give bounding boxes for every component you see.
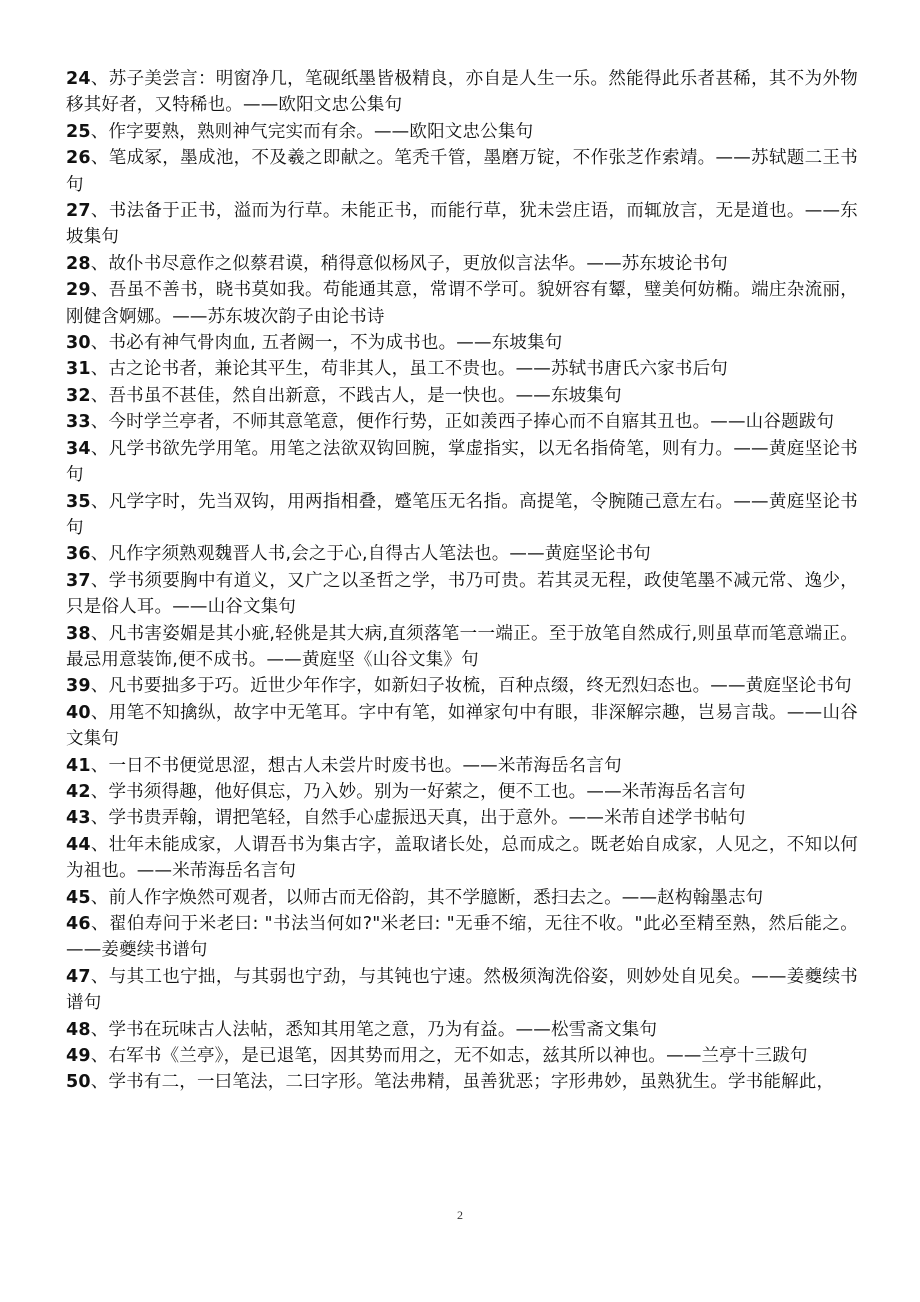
quote-number: 25: [66, 121, 91, 142]
quote-number: 37: [66, 570, 91, 591]
quote-entry: [66, 621, 858, 674]
quote-text: 、故仆书尽意作之似蔡君谟，稍得意似杨风子，更放似言法华。——苏东坡论书句: [90, 253, 728, 274]
quote-text: 、用笔不知擒纵，故字中无笔耳。字中有笔，如禅家句中有眼，非深解宗趣，岂易言哉。——山谷文集句: [66, 702, 858, 750]
quote-list: [66, 66, 858, 1096]
quote-number: 35: [66, 491, 91, 512]
quote-text: 、一日不书便觉思涩，想古人未尝片时废书也。——米芾海岳名言句: [90, 755, 622, 776]
quote-number: 30: [66, 333, 91, 354]
quote-entry: [66, 753, 858, 779]
quote-entry: [66, 66, 858, 119]
quote-number: 42: [66, 781, 91, 802]
quote-text: 、学书须要胸中有道义，又广之以圣哲之学，书乃可贵。若其灵无程，政使笔墨不减元常、逸少，只是俗人耳。——山谷文集句: [66, 570, 858, 618]
quote-number: 33: [66, 412, 91, 433]
quote-text: 、学书在玩味古人法帖，悉知其用笔之意，乃为有益。——松雪斋文集句: [90, 1019, 658, 1040]
quote-text: 、笔成冢，墨成池，不及羲之即献之。笔秃千管，墨磨万锭，不作张芝作索靖。——苏轼题二王书句: [66, 148, 858, 195]
quote-number: 31: [66, 359, 91, 380]
quote-text: 、凡书害姿媚是其小疵,轻佻是其大病,直须落笔一一端正。至于放笔自然成行,则虽草而笔意端正。最忌用意装饰,便不成书。——黄庭坚《山谷文集》句: [66, 623, 858, 670]
quote-entry: [66, 409, 858, 435]
quote-number: 32: [66, 385, 91, 406]
quote-entry: [66, 964, 858, 1017]
page-number: 2: [457, 1208, 463, 1222]
quote-entry: [66, 145, 858, 198]
quote-number: 40: [66, 702, 91, 723]
quote-entry: [66, 1043, 858, 1069]
quote-number: 41: [66, 755, 91, 776]
quote-entry: [66, 489, 858, 542]
quote-text: 、学书须得趣，他好俱忘，乃入妙。别为一好萦之，便不工也。——米芾海岳名言句: [90, 781, 746, 802]
quote-entry: [66, 330, 858, 356]
quote-number: 26: [66, 148, 91, 169]
quote-text: 、凡书要拙多于巧。近世少年作字，如新妇子妆梳，百种点缀，终无烈妇态也。——黄庭坚论书句: [90, 676, 852, 697]
quote-entry: [66, 119, 858, 145]
quote-text: 、学书贵弄翰，谓把笔轻，自然手心虚振迅天真，出于意外。——米芾自述学书帖句: [90, 808, 746, 829]
quote-number: 29: [66, 280, 91, 301]
quote-number: 46: [66, 914, 91, 934]
quote-entry: [66, 436, 858, 489]
quote-text: 、今时学兰亭者，不师其意笔意，便作行势，正如羡西子捧心而不自寤其丑也。——山谷题跋句: [90, 412, 835, 433]
quote-text: 、凡作字须熟观魏晋人书,会之于心,自得古人笔法也。——黄庭坚论书句: [90, 544, 651, 565]
quote-number: 39: [66, 676, 91, 697]
quote-text: 、苏子美尝言：明窗净几，笔砚纸墨皆极精良，亦自是人生一乐。然能得此乐者甚稀，其不为外物移其好者，又特稀也。——欧阳文忠公集句: [66, 69, 858, 116]
quote-number: 24: [66, 69, 91, 89]
quote-entry: [66, 832, 858, 885]
quote-text: 、吾虽不善书，晓书莫如我。苟能通其意，常谓不学可。貌妍容有颦，璧美何妨椭。端庄杂流丽，刚健含婀娜。——苏东坡次韵子由论书诗: [66, 280, 858, 327]
quote-entry: [66, 1017, 858, 1043]
quote-entry: [66, 673, 858, 699]
quote-number: 50: [66, 1072, 91, 1093]
quote-number: 28: [66, 253, 91, 274]
quote-text: 、作字要熟，熟则神气完实而有余。——欧阳文忠公集句: [90, 121, 534, 142]
quote-text: 、前人作字焕然可观者，以师古而无俗韵，其不学臆断，悉扫去之。——赵构翰墨志句: [90, 887, 764, 908]
quote-number: 36: [66, 544, 91, 565]
quote-text: 、翟伯寿问于米老曰: "书法当何如?"米老曰: "无垂不缩，无往不收。"此必至精至熟，然后能之。——姜夔续书谱句: [66, 914, 858, 961]
quote-entry: [66, 700, 858, 753]
quote-entry: [66, 383, 858, 409]
quote-text: 、壮年未能成家，人谓吾书为集古字，盖取诸长处，总而成之。既老始自成家，人见之，不知以何为祖也。——米芾海岳名言句: [66, 834, 858, 882]
quote-entry: [66, 277, 858, 330]
quote-text: 、学书有二，一曰笔法，二曰字形。笔法弗精，虽善犹恶；字形弗妙，虽熟犹生。学书能解此，: [90, 1072, 835, 1093]
quote-entry: [66, 541, 858, 567]
quote-text: 、古之论书者，兼论其平生，苟非其人，虽工不贵也。——苏轼书唐氏六家书后句: [90, 359, 728, 380]
quote-number: 45: [66, 887, 91, 908]
quote-number: 49: [66, 1046, 91, 1067]
quote-number: 43: [66, 808, 91, 829]
quote-entry: [66, 911, 858, 964]
quote-entry: [66, 356, 858, 382]
quote-number: 47: [66, 966, 91, 987]
quote-entry: [66, 1069, 858, 1095]
quote-text: 、吾书虽不甚佳，然自出新意，不践古人，是一快也。——东坡集句: [90, 385, 622, 406]
quote-text: 、与其工也宁拙，与其弱也宁劲，与其钝也宁速。然极须淘洗俗姿，则妙处自见矣。——姜夔续书谱句: [66, 966, 858, 1014]
quote-number: 34: [66, 438, 91, 459]
quote-text: 、右军书《兰亭》，是已退笔，因其势而用之，无不如志，兹其所以神也。——兰亭十三跋句: [90, 1046, 808, 1067]
quote-number: 48: [66, 1019, 91, 1040]
quote-entry: [66, 251, 858, 277]
quote-text: 、凡学字时，先当双钩，用两指相叠，蹙笔压无名指。高提笔，令腕随己意左右。——黄庭坚论书句: [66, 491, 858, 538]
quote-number: 38: [66, 623, 91, 644]
quote-number: 44: [66, 834, 91, 855]
quote-entry: [66, 805, 858, 831]
quote-entry: [66, 779, 858, 805]
quote-text: 、凡学书欲先学用笔。用笔之法欲双钩回腕，掌虚指实，以无名指倚笔，则有力。——黄庭坚论书句: [66, 438, 858, 486]
quote-number: 27: [66, 201, 91, 222]
quote-text: 、书法备于正书，溢而为行草。未能正书，而能行草，犹未尝庄语，而辄放言，无是道也。——东坡集句: [66, 201, 858, 248]
quote-entry: [66, 568, 858, 621]
quote-entry: [66, 198, 858, 251]
quote-text: 、书必有神气骨肉血, 五者阙一，不为成书也。——东坡集句: [90, 333, 563, 354]
quote-entry: [66, 885, 858, 911]
